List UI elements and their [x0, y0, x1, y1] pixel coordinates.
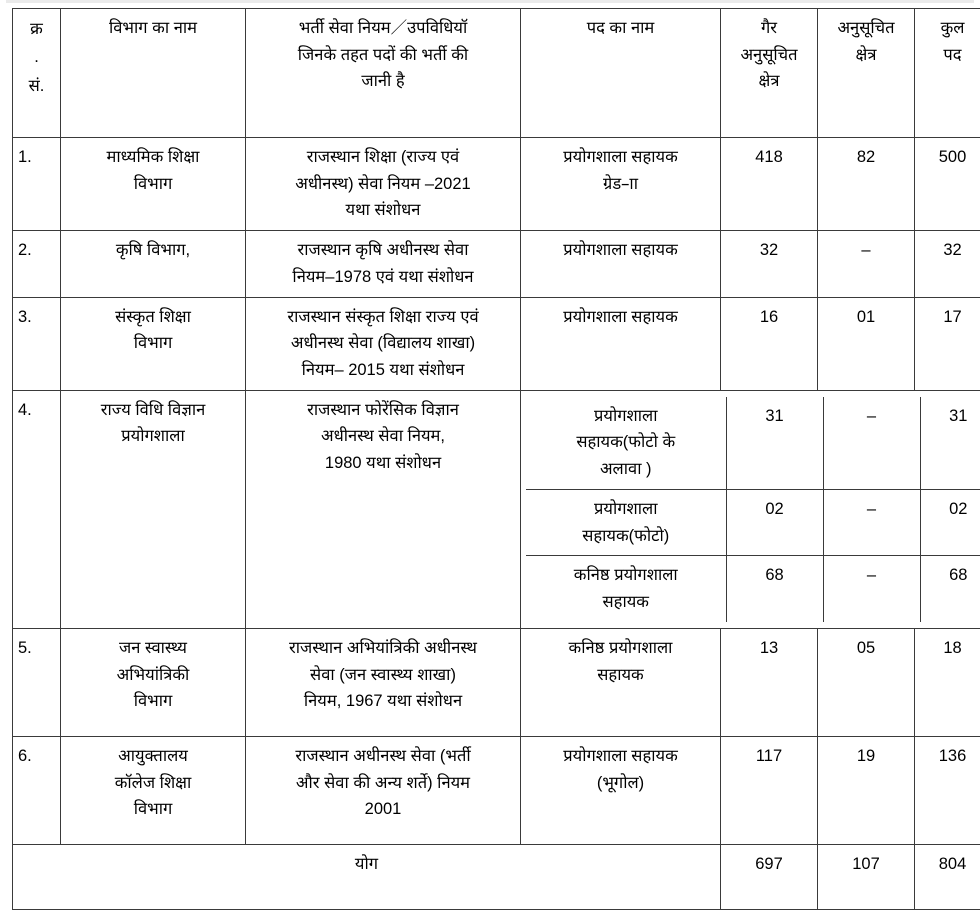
post-subtable [526, 397, 980, 622]
cell-post-name: प्रयोगशाला सहायक(फोटो के अलावा ) [526, 397, 726, 490]
cell-total: 136 [915, 736, 980, 844]
cell-post-name: कनिष्ठ प्रयोगशाला सहायक [521, 628, 721, 736]
cell-non-scheduled: 117 [721, 736, 818, 844]
total-non-scheduled: 697 [721, 844, 818, 909]
cell-scheduled: – [823, 556, 920, 622]
scan-artifact-strip [6, 0, 974, 3]
cell-non-scheduled: 32 [721, 231, 818, 297]
cell-serial-number: 6. [13, 736, 61, 844]
header-serial-number: क्र . सं. [13, 9, 61, 138]
post-subrow [526, 489, 980, 555]
header-service-rules: भर्ती सेवा नियम／उपविधियॉ जिनके तहत पदों की भर्ती की जानी है [246, 9, 521, 138]
cell-total: 68 [920, 556, 980, 622]
cell-total: 17 [915, 297, 980, 390]
cell-non-scheduled: 418 [721, 138, 818, 231]
table-header-row [13, 9, 980, 138]
cell-serial-number: 2. [13, 231, 61, 297]
cell-department-name: आयुक्तालय कॉलेज शिक्षा विभाग [61, 736, 246, 844]
table-row [13, 138, 980, 231]
cell-scheduled: 19 [818, 736, 915, 844]
table-row [13, 390, 980, 628]
cell-department-name: संस्कृत शिक्षा विभाग [61, 297, 246, 390]
post-subrow [526, 397, 980, 490]
table-footer [13, 844, 980, 909]
cell-non-scheduled: 16 [721, 297, 818, 390]
cell-scheduled: – [818, 231, 915, 297]
cell-total: 18 [915, 628, 980, 736]
cell-department-name: राज्य विधि विज्ञान प्रयोगशाला [61, 390, 246, 628]
cell-department-name: कृषि विभाग, [61, 231, 246, 297]
cell-post-group [521, 390, 980, 628]
cell-service-rules: राजस्थान फोरेंसिक विज्ञान अधीनस्थ सेवा नियम, 1980 यथा संशोधन [246, 390, 521, 628]
cell-non-scheduled: 02 [726, 489, 823, 555]
post-subrow [526, 556, 980, 622]
header-department-name: विभाग का नाम [61, 9, 246, 138]
total-label: योग [13, 844, 721, 909]
cell-scheduled: 01 [818, 297, 915, 390]
cell-scheduled: – [823, 397, 920, 490]
table-row [13, 297, 980, 390]
header-scheduled-area: अनुसूचित क्षेत्र [818, 9, 915, 138]
header-post-name: पद का नाम [521, 9, 721, 138]
cell-department-name: जन स्वास्थ्य अभियांत्रिकी विभाग [61, 628, 246, 736]
cell-serial-number: 1. [13, 138, 61, 231]
cell-service-rules: राजस्थान अधीनस्थ सेवा (भर्ती और सेवा की अन्य शर्ते) नियम 2001 [246, 736, 521, 844]
cell-post-name: प्रयोगशाला सहायक (भूगोल) [521, 736, 721, 844]
recruitment-posts-table-wrapper [12, 8, 960, 910]
cell-post-name: प्रयोगशाला सहायक ग्रेड–ाा [521, 138, 721, 231]
total-all-posts: 804 [915, 844, 980, 909]
cell-department-name: माध्यमिक शिक्षा विभाग [61, 138, 246, 231]
total-row [13, 844, 980, 909]
header-non-scheduled-area: गैर अनुसूचित क्षेत्र [721, 9, 818, 138]
cell-non-scheduled: 13 [721, 628, 818, 736]
cell-service-rules: राजस्थान कृषि अधीनस्थ सेवा नियम–1978 एवं यथा संशोधन [246, 231, 521, 297]
cell-total: 32 [915, 231, 980, 297]
cell-total: 02 [920, 489, 980, 555]
cell-serial-number: 3. [13, 297, 61, 390]
table-row [13, 736, 980, 844]
header-total-posts: कुल पद [915, 9, 980, 138]
cell-service-rules: राजस्थान संस्कृत शिक्षा राज्य एवं अधीनस्थ सेवा (विद्यालय शाखा) नियम– 2015 यथा संशोधन [246, 297, 521, 390]
cell-scheduled: – [823, 489, 920, 555]
cell-post-name: प्रयोगशाला सहायक [521, 297, 721, 390]
cell-serial-number: 4. [13, 390, 61, 628]
cell-post-name: प्रयोगशाला सहायक [521, 231, 721, 297]
table-body [13, 138, 980, 845]
table-row [13, 628, 980, 736]
table-header [13, 9, 980, 138]
cell-non-scheduled: 31 [726, 397, 823, 490]
cell-total: 500 [915, 138, 980, 231]
cell-post-name: कनिष्ठ प्रयोगशाला सहायक [526, 556, 726, 622]
cell-scheduled: 82 [818, 138, 915, 231]
cell-service-rules: राजस्थान शिक्षा (राज्य एवं अधीनस्थ) सेवा नियम –2021 यथा संशोधन [246, 138, 521, 231]
cell-non-scheduled: 68 [726, 556, 823, 622]
cell-scheduled: 05 [818, 628, 915, 736]
cell-serial-number: 5. [13, 628, 61, 736]
total-scheduled: 107 [818, 844, 915, 909]
table-row [13, 231, 980, 297]
cell-post-name: प्रयोगशाला सहायक(फोटो) [526, 489, 726, 555]
recruitment-posts-table [12, 8, 980, 910]
cell-total: 31 [920, 397, 980, 490]
cell-service-rules: राजस्थान अभियांत्रिकी अधीनस्थ सेवा (जन स्वास्थ्य शाखा) नियम, 1967 यथा संशोधन [246, 628, 521, 736]
